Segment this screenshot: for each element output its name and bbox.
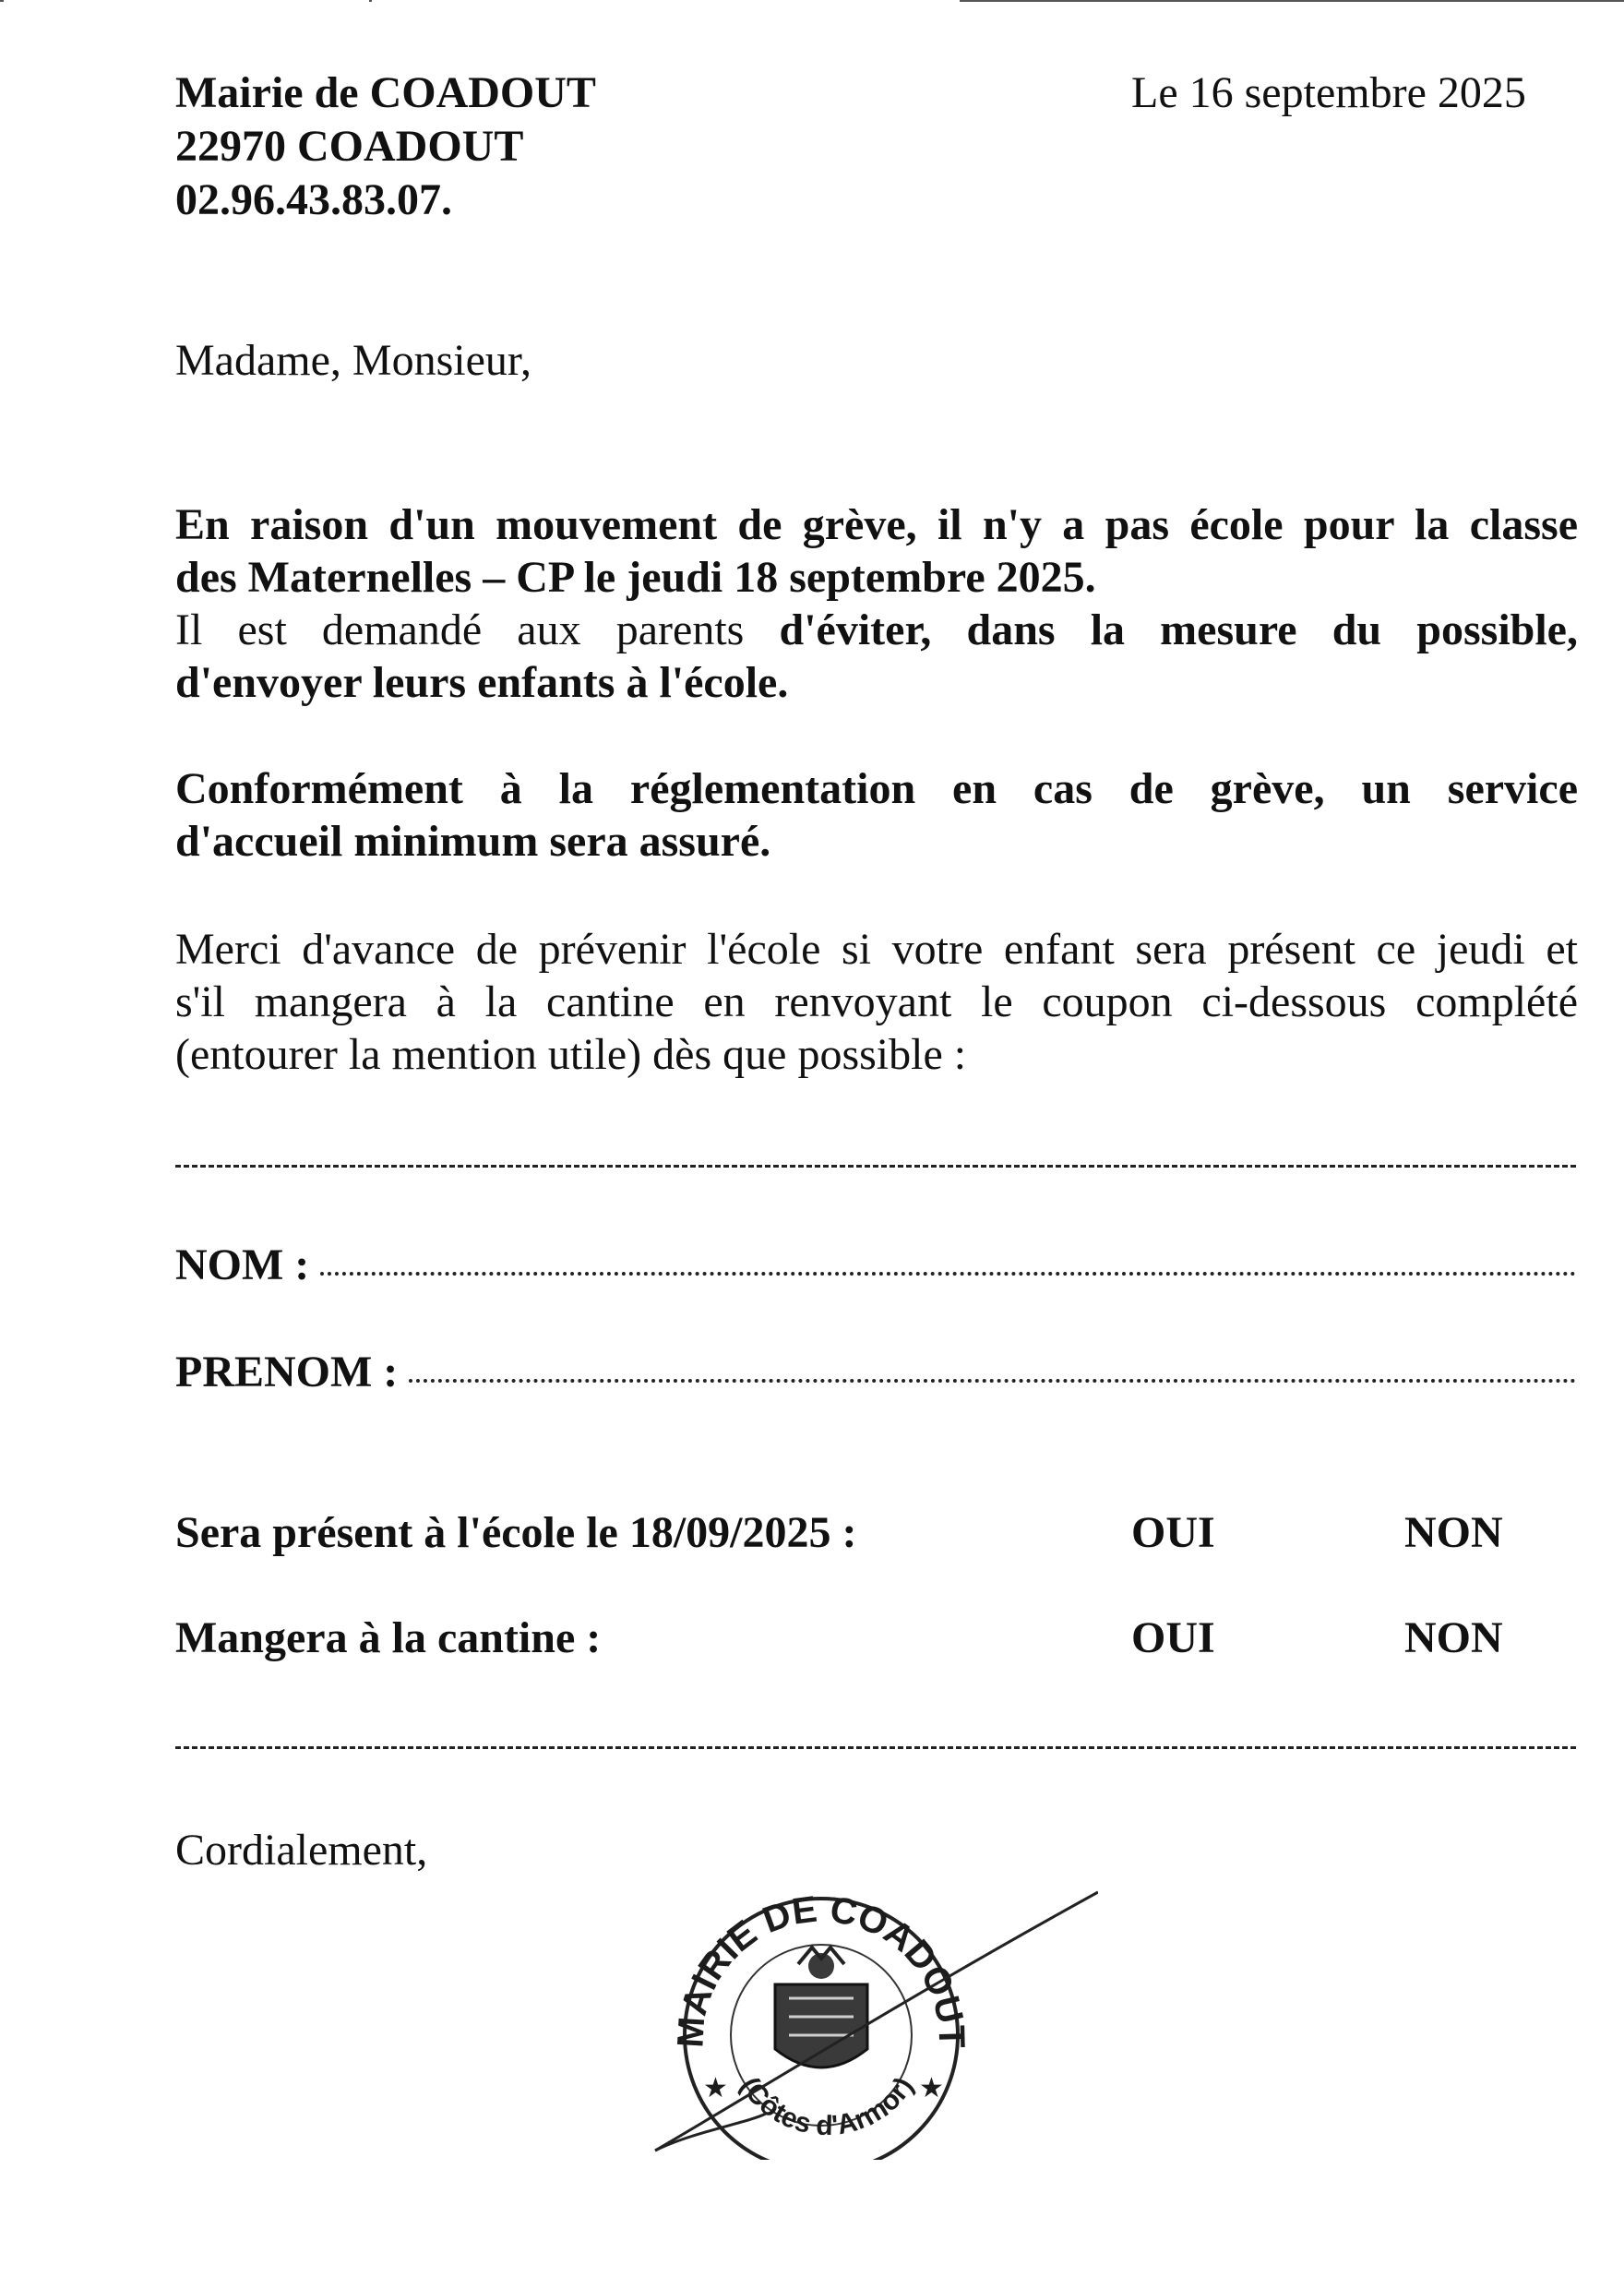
- coupon-cut-line-top: [175, 1165, 1576, 1168]
- coupon-cut-line-bottom: [175, 1746, 1576, 1749]
- salutation: Madame, Monsieur,: [175, 336, 531, 385]
- stamp-coat-of-arms-icon: [775, 1947, 867, 2067]
- question-present-label: Sera présent à l'école le 18/09/2025 :: [175, 1508, 857, 1557]
- svg-text:(Côtes d'Armor): (Côtes d'Armor): [734, 2071, 920, 2142]
- closing: Cordialement,: [175, 1826, 428, 1875]
- nom-field: [175, 1239, 1576, 1292]
- letter-date: Le 16 septembre 2025: [1131, 68, 1526, 117]
- paragraph-instructions: [175, 923, 1578, 1081]
- cantine-non-option[interactable]: NON: [1404, 1613, 1503, 1662]
- p1-line3-normal: Il est demandé aux parents: [175, 605, 780, 654]
- sender-phone: 02.96.43.83.07.: [175, 175, 452, 224]
- paragraph-strike-notice: [175, 498, 1578, 709]
- present-oui-option[interactable]: OUI: [1131, 1508, 1215, 1557]
- p3-line3: (entourer la mention utile) dès que possible :: [175, 1030, 967, 1079]
- paragraph-minimum-service: [175, 762, 1578, 868]
- stamp-star-left-icon: ★: [703, 2073, 728, 2103]
- p3-line2: s'il mangera à la cantine en renvoyant le coupon ci-dessous complété: [175, 977, 1578, 1026]
- svg-text:MAIRIE DE COADOUT: MAIRIE DE COADOUT: [670, 1888, 973, 2049]
- p1-line2: des Maternelles – CP le jeudi 18 septembre 2025.: [175, 553, 1096, 602]
- nom-fill-line[interactable]: [320, 1244, 1576, 1276]
- question-present: [175, 1506, 1576, 1560]
- cantine-oui-option[interactable]: OUI: [1131, 1613, 1215, 1662]
- sender-block: [175, 66, 596, 227]
- sender-name: Mairie de COADOUT: [175, 68, 596, 117]
- present-non-option[interactable]: NON: [1404, 1508, 1503, 1557]
- sender-address: 22970 COADOUT: [175, 122, 524, 171]
- prenom-fill-line[interactable]: [409, 1351, 1576, 1383]
- prenom-label: PRENOM :: [175, 1348, 399, 1396]
- prenom-field: [175, 1346, 1576, 1399]
- p3-line1: Merci d'avance de prévenir l'école si votre enfant sera présent ce jeudi et: [175, 925, 1578, 974]
- p1-line3: [175, 604, 1578, 656]
- p1-line3-bold: d'éviter, dans la mesure du possible,: [779, 605, 1578, 654]
- p2-line1: Conformément à la réglementation en cas de grève, un service: [175, 764, 1578, 813]
- question-cantine: [175, 1612, 1576, 1665]
- stamp-seal-icon: [637, 1855, 1098, 2160]
- mairie-stamp: [637, 1855, 1098, 2160]
- scan-edge-marks: [0, 0, 1624, 6]
- question-cantine-label: Mangera à la cantine :: [175, 1613, 602, 1662]
- stamp-star-right-icon: ★: [919, 2073, 944, 2103]
- nom-label: NOM :: [175, 1240, 310, 1289]
- p1-line1: En raison d'un mouvement de grève, il n'y a pas école pour la classe: [175, 500, 1578, 549]
- p1-line4: d'envoyer leurs enfants à l'école.: [175, 658, 789, 707]
- stamp-bottom-text: [734, 2072, 920, 2141]
- p2-line2: d'accueil minimum sera assuré.: [175, 817, 771, 866]
